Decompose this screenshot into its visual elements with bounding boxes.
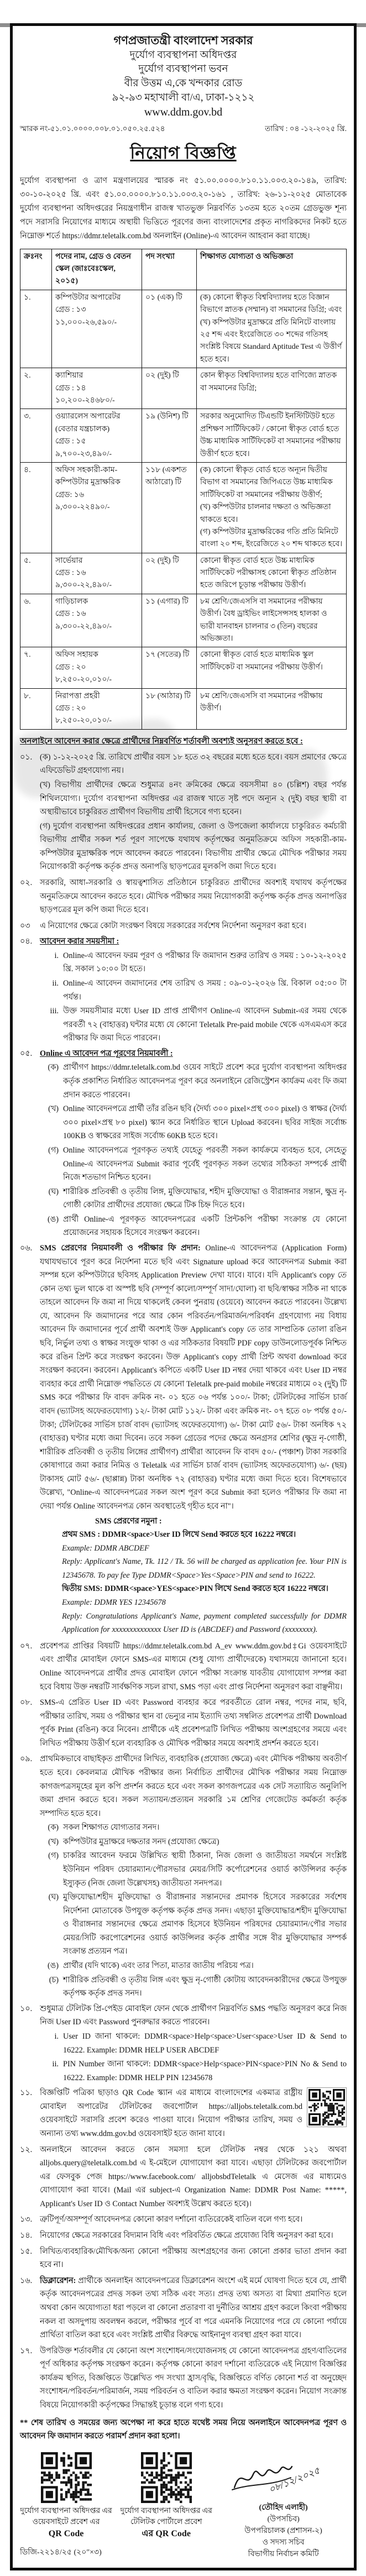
condition-subitem xyxy=(40,1185,347,1212)
post-name-line: নিরাপত্তা প্রহরী xyxy=(55,692,100,700)
subitem-label: ii. xyxy=(52,979,59,988)
table-row xyxy=(20,409,347,463)
post-sl-cell: ১. xyxy=(20,290,52,368)
condition-item xyxy=(20,2213,347,2227)
signature-date: ০৮/১২/২০২৫ xyxy=(267,2465,322,2495)
condition-number: ১০. xyxy=(20,2004,33,2013)
condition-body xyxy=(40,751,347,875)
condition-number: ০৩ xyxy=(20,921,30,930)
condition-number: ০৭. xyxy=(20,1641,33,1651)
condition-number: ১৬. xyxy=(20,2276,33,2285)
post-name-line: গাড়িচালক xyxy=(55,597,88,606)
condition-body xyxy=(40,2274,347,2343)
condition-item xyxy=(20,1752,347,2000)
post-name-line: অফিস সহকারী-কাম-কম্পিউটার মুদ্রাক্ষরিক xyxy=(55,465,121,487)
post-qualification-cell xyxy=(197,553,347,594)
condition-paragraph: (খ) বিভাগীয় প্রার্থীদের ক্ষেত্রে শুধুমাত্র ৪নং ক্রমিকের ক্ষেত্রে বয়সসীমা ৪০ (চল্লিশ) বছর পর্যন্ত শিথিলযোগ্য। দুর্যোগ ব্যবস্থাপনা অধিদপ্তর এর রাজস্ব খাতে সৃষ্ট পদে অন্যূন ২ (দুই) বছর স্থায়ী বা অস্থায়ীভাবে চাকুরিরত প্রার্থীগণ বিভাগীয় প্রার্থী হিসেবে গণ্য হবেন। xyxy=(40,780,347,817)
condition-item xyxy=(20,935,347,1045)
condition-paragraph: SMS-এ প্রেরিত User ID এবং Password ব্যবহার করে পরবর্তীতে রোল নম্বর, পদের নাম, ছবি, পরীক্ষার তারিখ, সময় ও পরীক্ষার স্থান বা ভেন্যুর নাম ইত্যাদি তথ্য সম্বলিত প্রবেশপত্র প্রার্থী Download পূর্বক Print (রঙিন) করে নিবেন। প্রার্থীকে এই প্রবেশপত্রটি লিখিত পরীক্ষায় অংশগ্রহণের সময়ে এবং লিখিত পরীক্ষায় উত্তীর্ণ হলে ব্যবহারিক ও মৌখিক পরীক্ষার সময়ে অবশ্যই প্রদর্শন করতে হবে। xyxy=(40,1698,347,1748)
condition-item xyxy=(20,1640,347,1694)
qualification-line: ৮ম শ্রেণি/জেএসসি বা সমমানের পরীক্ষায় উত্তীর্ণ। xyxy=(200,692,323,713)
teletalk-qr-caption: দুর্যোগ ব্যবস্থাপনা অধিদপ্তর এর টেলিটক পোর্টালে প্রবেশ এর QR Code xyxy=(120,2506,212,2538)
condition-body xyxy=(40,2245,347,2273)
website-qr-code xyxy=(41,2452,92,2503)
condition-number: ১৭. xyxy=(20,2346,33,2355)
alljobs-qr-code xyxy=(307,2087,347,2127)
post-name-line: ৮,২৫০-২০,০১০/- xyxy=(55,716,112,725)
condition-body xyxy=(40,1696,347,1751)
subitem-label: (ক) xyxy=(48,1063,59,1072)
qualification-line: (গ) কম্পিউটার মুদ্রাক্ষরিকের গতি প্রতি মিনিটে বাংলা ২০ শব্দ, ইংরেজিতে ২০ শব্দ থাকতে হবে। xyxy=(200,527,343,549)
condition-number: ১২. xyxy=(20,2145,33,2154)
subitem-text: Online-এ আবেদন জমাদানের শেষ তারিখ ও সময় : ০৯-০১-২০২৬ খ্রি. বিকাল ০৫:০০ টা পর্যন্ত। xyxy=(63,979,347,1002)
post-name-cell xyxy=(52,647,142,688)
post-name-line: ১১,০০০-২৬,৫৯০/- xyxy=(55,318,117,327)
condition-paragraph: লিখিত/ব্যবহারিক/মৌখিক/অন্য কোনো পরীক্ষায় অংশগ্রহণের জন্য কোনো প্রকার ভাতা প্রদান করা হবে না। xyxy=(40,2247,347,2270)
post-name-line: গ্রেড : ২০ xyxy=(55,663,86,672)
post-name-cell xyxy=(52,290,142,368)
condition-paragraph: ডিক্লারেশন: প্রার্থীকে অনলাইন আবেদনপত্রের ডিক্লারেশন অংশে এই মর্মে ঘোষণা দিতে হবে যে, প্রার্থী কর্তৃক আবেদনপত্রের প্রদত্ত সকল তথ্য সঠিক এবং সত্য। প্রদত্ত তথ্য অসত্য বা মিথ্যা প্রমাণিত হলে অথবা কোন অযোগ্যতা ধরা পড়লে বা কোনো প্রতারণা বা দুর্নীতির আশ্রয় গ্রহণ করলে কিংবা পরীক্ষায় নকল বা অসদুপায় অবলম্বন করলে, পরীক্ষার পূর্বে বা পরে এমনকি নিয়োগের পরে যে কোনো পর্যায়ে প্রার্থিতা বাতিল করা হবে এবং সংশ্লিষ্ট প্রার্থীর বিরুদ্ধে আইনানুগ ব্যবস্থা গ্রহণ করা যাবে। xyxy=(40,2276,347,2340)
post-name-line: ৮,২৫০-২০,০১০/- xyxy=(55,676,112,684)
table-row xyxy=(20,553,347,594)
qualification-line: (ক) কোনো স্বীকৃত বোর্ড হতে অন্যূন দ্বিতীয় বিভাগ বা সমমানের জিপিএতে উচ্চ মাধ্যমিক সার্টিফিকেট বা সমমানের পরীক্ষায় উত্তীর্ণ; xyxy=(200,465,333,499)
post-sl-cell: ৪. xyxy=(20,462,52,553)
condition-subitem xyxy=(40,1973,347,2001)
subitem-text: Online আবেদনপত্রে পূরণকৃত তথ্যই যেহেতু পরবর্তী সকল কার্যক্রমে ব্যবহৃত হবে, সেহেতু Online-এ আবেদনপত্র Submit করার পূর্বেই পূরণকৃত সকল তথ্যের সঠিকতা সম্পর্কে প্রার্থী নিজে শতভাগ নিশ্চিত হবেন। xyxy=(63,1145,347,1182)
memo-number: স্মারক নং-৫১.০১.০০০০.০০৮.০১.০৫০.২৫.৫২৪ xyxy=(20,124,165,133)
post-name-cell xyxy=(52,553,142,594)
condition-subitem xyxy=(40,1213,347,1240)
condition-paragraph: ত্রুটিপূর্ণ/অসম্পূর্ণ আবেদনপত্র কোনো কারণ দর্শানো ব্যতিরেকেই বাতিল বলে গণ্য হবে। xyxy=(40,2215,303,2224)
post-table xyxy=(20,249,347,730)
qualification-line: (ক) কোনো স্বীকৃত বিশ্ববিদ্যালয় হতে বিজ্ঞান বিভাগে স্নাতক (সম্মান) বা সমমানের ডিগ্রি; এবং xyxy=(200,293,342,315)
condition-paragraph: এ নিয়োগের ক্ষেত্রে কোটা সংরক্ষণ বিষয়ে সরকারের সর্বশেষ নির্দেশনা অনুসরণ করা হবে। xyxy=(40,921,307,930)
post-name-line: গ্রেড : ১৫ xyxy=(55,437,86,446)
condition-body xyxy=(40,1752,347,2000)
qualification-line: কোনো স্বীকৃত বোর্ড হতে উচ্চ মাধ্যমিক সার্টিফিকেট পরীক্ষাসহ কোনো স্বীকৃত প্রতিষ্ঠান হতে জরিপে চূড়ান্ত পরীক্ষায় উত্তীর্ণ। xyxy=(200,556,337,590)
condition-number: ০৬. xyxy=(20,1244,33,1253)
conditions-heading: অনলাইনে আবেদন করার ক্ষেত্রে প্রার্থীদের নিম্নবর্ণিত শর্তাবলী অবশ্যই অনুসরণ করতে হবে : xyxy=(20,736,303,746)
condition-paragraph: প্রাথমিকভাবে বাছাইকৃত প্রার্থীদের লিখিত, ব্যবহারিক (প্রযোজ্য ক্ষেত্রে) এবং মৌখিক পরীক্ষায় অবতীর্ণ হতে হবে। কেবলমাত্র মৌখিক পরীক্ষার জন্য নির্বাচিত প্রার্থীদের মৌখিক পরীক্ষার সময় নিম্নোক্ত কাগজপত্রসমূহের মূল কপি প্রদর্শন করতে হবে এবং সকল কাগজপত্রের এক সেট সত্যায়িত অনুলিপি জমা প্রদান করতে হবে। সকল সত্যায়ন/প্রত্যয়ন সরকারি ১ম শ্রেণির গেজেটেড কর্মকর্তা কর্তৃক সম্পাদিত হতে হবে। xyxy=(40,1755,347,1818)
post-name-line: ওয়্যারলেস অপারেটর (বেতার যন্ত্রচালক) xyxy=(55,412,121,433)
subitem-label: i. xyxy=(54,2032,59,2041)
qr-caption-text: দুর্যোগ ব্যবস্থাপনা অধিদপ্তর এর টেলিটক পোর্টালে প্রবেশ xyxy=(120,2506,212,2526)
sms-sample-line: Example: DDMR ABCDEF xyxy=(62,1543,149,1553)
qr-caption-text: দুর্যোগ ব্যবস্থাপনা অধিদপ্তর এর ওয়েবসাইটে প্রবেশ এর xyxy=(20,2506,112,2526)
post-qualification-cell xyxy=(197,462,347,553)
sms-sample-line: Reply: Congratulations Applicant's Name, payment completed successfully for DDMR Application for xxxxxxxxxxxxxx User ID is (ABCDEF) and Password (xxxxxxxx). xyxy=(62,1611,347,1635)
condition-item xyxy=(20,876,347,918)
subitem-label: iii. xyxy=(50,1007,59,1016)
post-table-header-cell: ক্রঃনং xyxy=(20,249,52,290)
sms-sample-block xyxy=(62,1515,347,1637)
condition-item xyxy=(20,1242,347,1638)
condition-number: ০৪. xyxy=(20,937,33,946)
condition-paragraph xyxy=(40,1047,347,1061)
subitem-label: i. xyxy=(54,951,59,960)
subitem-text: User ID জানা থাকলে: DDMR<space>Help<space>User<space>User ID & Send to 16222. Example: DDMR HELP USER ABCDEF xyxy=(63,2032,347,2055)
subitem-text: সকল শিক্ষাগত যোগ্যতার সনদ। xyxy=(63,1823,160,1832)
post-name-line: অফিস সহায়ক xyxy=(55,651,98,659)
post-name-line: গ্রেড : ২০ xyxy=(55,704,86,713)
condition-number: ০১. xyxy=(20,752,33,762)
post-name-line: ১০,২০০-২৪৬৮০/- xyxy=(55,396,115,405)
condition-subitem xyxy=(40,949,347,976)
table-row xyxy=(20,290,347,368)
post-name-line: ৯,৩০০-২২,৪৯০/- xyxy=(55,581,112,590)
condition-body xyxy=(40,2143,347,2212)
condition-paragraph: বিজ্ঞপ্তিটি পত্রিকা ছাড়াও QR Code স্ক্যান এর মাধ্যমে বাংলাদেশের একমাত্র রাষ্ট্রীয় মোবাইল অপারেটর টেলিটকের জবপোর্টাল https://alljobs.teletalk.com.bd ওয়েবসাইটে সরাসরি প্রবেশ করেও পাওয়া যাবে। নিয়োগ পরীক্ষার তারিখ, সময় ও অন্যান্য তথ্য www.ddm.gov.bd ওয়েবসাইট হতে জানা যাবে। xyxy=(40,2088,302,2138)
page-title: নিয়োগ বিজ্ঞপ্তি xyxy=(130,143,237,163)
subitem-label: (খ) xyxy=(48,1837,59,1846)
condition-lead: SMS প্রেরণের নিয়মাবলী ও পরীক্ষার ফি প্রদান: xyxy=(40,1244,201,1253)
condition-subitem xyxy=(40,1004,347,1045)
subitem-text: কম্পিউটার মুদ্রাক্ষরে দক্ষতার সনদ (প্রযোজ্য ক্ষেত্রে) xyxy=(63,1837,219,1846)
post-count-cell: ১১৮ (একশত আঠারো) টি xyxy=(142,462,197,553)
condition-item xyxy=(20,2344,347,2413)
circular-border-frame xyxy=(10,23,357,2570)
signature-block xyxy=(220,2454,347,2560)
post-qualification-cell xyxy=(197,290,347,368)
post-table-header-cell: পদ সংখ্যা xyxy=(142,249,197,290)
condition-body xyxy=(40,1242,347,1638)
subitem-label: (ক) xyxy=(48,1823,59,1832)
post-name-line: ৯,৩০০-২২৪৯০/- xyxy=(55,503,110,512)
post-name-line: কম্পিউটার অপারেটর xyxy=(55,293,121,302)
table-row xyxy=(20,594,347,647)
subitem-text: শারীরিক প্রতিবন্ধী ও তৃতীয় লিঙ্গ এবং ক্ষুদ্র নৃ-গোষ্ঠী কোটায় আবেদনকারীদের ক্ষেত্রে উপযুক্ত কর্তৃপক্ষ কর্তৃক প্রদত্ত সনদ। xyxy=(63,1975,347,1998)
condition-item xyxy=(20,751,347,875)
letterhead xyxy=(20,33,347,121)
footer xyxy=(20,2452,347,2560)
condition-lead: Online এ আবেদন পত্র পূরণের নিয়মাবলী : xyxy=(40,1049,173,1058)
teletalk-qr-code xyxy=(141,2452,192,2503)
post-name-line: ক্যাশিয়ার xyxy=(55,371,83,380)
subitem-label: (গ) xyxy=(48,1145,59,1155)
condition-number: ১৩. xyxy=(20,2215,33,2224)
table-row xyxy=(20,368,347,409)
post-name-line: সার্ভেয়ার xyxy=(55,556,83,565)
subitem-text: প্রার্থীর (যদি থাকে) এবং তার পিতা, মাতার জাতীয় পরিচয় পত্র। xyxy=(63,1961,254,1971)
post-name-line: ৯,৭০০-২৩,৪৯০/- xyxy=(55,449,112,458)
subitem-text: শারীরিক প্রতিবন্ধী ও তৃতীয় লিঙ্গ, মুক্তিযোদ্ধার, শহীদ মুক্তিযোদ্ধা ও বীরাঙ্গনার সন্তান, ক্ষুদ্র নৃ-গোষ্ঠী কোটার প্রার্থীদের প্রযোজ্য ক্ষেত্রে টিক চিহ্ন দিতে হবে। xyxy=(63,1187,347,1210)
post-sl-cell: ৫. xyxy=(20,553,52,594)
condition-subitem xyxy=(40,1821,347,1835)
post-sl-cell: ৭. xyxy=(20,647,52,688)
post-qualification-cell xyxy=(197,647,347,688)
condition-subitem xyxy=(40,2057,347,2085)
condition-subitem xyxy=(40,1144,347,1185)
condition-item xyxy=(20,2143,347,2212)
letterhead-line: বীর উত্তম এ,কে খন্দকার রোড xyxy=(124,78,243,89)
condition-paragraph: (গ) দুর্যোগ ব্যবস্থাপনা অধিদপ্তরের প্রধান কার্যালয়, জেলা ও উপজেলা কার্যালয়ে চাকুরিরত কর্মচারী বিভাগীয় প্রার্থীর সকল শর্ত পূরণ সাপেক্ষে যথাযথ কর্তৃপক্ষের অনুমতিক্রমে অফিস সহকারী-কাম-কম্পিউটার মুদ্রাক্ষরিক পদে আবেদন করতে পারবেন। বিভাগীয় প্রার্থীর ক্ষেত্রে মৌখিক পরীক্ষার সময় নিয়োগকারী কর্তৃপক্ষ কর্তৃক প্রদত্ত অনাপত্তি ছাড়পত্রের মূলকপি জমা দিতে হবে। xyxy=(40,821,347,872)
condition-paragraph: SMS প্রেরণের নিয়মাবলী ও পরীক্ষার ফি প্রদান: Online-এ আবেদনপত্র (Application Form) যথাযথভাবে পূরণ করে নির্দেশনা মতে ছবি এবং Signature upload করে আবেদনপত্র Submit করা সম্পন্ন হলে কম্পিউটারে ছবিসহ Application Preview দেখা যাবে। যাবে। যদি Applicant's copy তে কোন তথ্য ভুল থাকে বা অস্পষ্ট ছবি (সম্পূর্ণ কালো/সম্পূর্ণ সাদা/ঘোলা) বা ছবি/স্বাক্ষর সঠিক না থাকে তাহলে আবেদন ফি জমা না দিয়ে থাকলেই কেবল পুনরায় (ওয়েবে) আবেদন করতে পারবেন। উল্লেখ্য যে, আবেদন ফি জমাদানের পরে আর কোন পরিবর্তন/পরিমার্জন/পরিবর্ধন গ্রহণযোগ্য নয় বিধায় আবেদন ফি জমাদানের পূর্বে প্রার্থী অবশ্যই উক্ত Applicant's copy তে তার সাম্প্রতিক তোলা রঙিন ছবি, নির্ভুল তথ্য ও স্বাক্ষর সংযুক্ত থাকা ও এর সঠিকতার বিষয়টি PDF copy ডাউনলোডপূর্বক নিশ্চিত করে রঙিন প্রিন্ট করে সংরক্ষণ করবেন। উক্ত Applicant's copy প্রার্থী প্রিন্ট অথবা download করে সংরক্ষণ করবেন। করবেন। Applicant's কপিতে একটি User ID নম্বর দেয়া থাকবে এবং User ID নম্বর ব্যবহার করে প্রার্থী নিম্নোক্ত পদ্ধতিতে যে কোনো Teletalk pre-paid mobile নম্বরের মাধ্যমে ০২ (দুই) টি SMS করে পরীক্ষার ফি বাবদ ক্রমিক নং- ০১ হতে ০৬ পর্যন্ত ১০০/- টাকা; টেলিটকের সার্ভিস চার্জ বাবদ (ভ্যাটসহ অফেরতযোগ্য) ১২/- টাকা মোট ১১২/- টাকা এবং ক্রমিক নং- ০৭ হতে ০৮ পর্যন্ত ৫০/- টাকা; টেলিটকের সার্ভিস চার্জ বাবদ (ভ্যাটসহ অফেরতযোগ্য) ৬/- টাকা মোট ৫৬/- টাকা অনধিক ৭২ (বাহাত্তর) ঘণ্টার মধ্যে জমা দিবেন। তবে সকল গ্রেডের পদের ক্ষেত্রে অনগ্রসর শ্রেণির (ক্ষুদ্র নৃ-গোষ্ঠী, শারীরিক প্রতিবন্ধী ও তৃতীয় লিঙ্গের প্রার্থীগণ) প্রার্থীরা আবেদন ফি বাবদ ৫০/- (পঞ্চাশ) টাকা সরকারি কোষাগারে জমা করার নিমিত্ত ও Teletalk এর সার্ভিস চার্জ বাবদ (ভ্যাটসহ অফেরতযোগ্য) ৬/- (ছয়) টাকাসহ মোট ৫৬/- (ছাপ্পান্ন) টাকা অনধিক ৭২ (বাহাত্তর) ঘণ্টার মধ্যে জমা দিতে হবে। বিশেষভাবে উল্লেখ্য, "Online-এ আবেদনপত্রের সকল অংশ পূরণ করে Submit করা হলেও পরীক্ষার ফি জমা না দেয়া পর্যন্ত Online আবেদনপত্র কোন অবস্থাতেই গৃহীত হবে না"। xyxy=(40,1244,347,1511)
final-advice-note: ** শেষ তারিখ ও সময়ের জন্য অপেক্ষা না করে হাতে যথেষ্ট সময় নিয়ে অনলাইনে আবেদনপত্র পূরণ ও আবেদন ফি জমাদান করতে পরামর্শ প্রদান করা হলো। xyxy=(20,2418,347,2441)
post-count-cell: ১৯ (উনিশ) টি xyxy=(142,409,197,463)
website-qr-caption: দুর্যোগ ব্যবস্থাপনা অধিদপ্তর এর ওয়েবসাইটে প্রবেশ এর QR Code xyxy=(20,2506,112,2538)
sms-sample-line: Reply: Applicant's Name, Tk. 112 / Tk. 56 will be charged as application fee. Your PIN is 12345678. To pay fee Type DDMR<Space>Yes<Space>PIN and send to 16222. xyxy=(62,1557,347,1580)
condition-item xyxy=(20,919,347,934)
condition-body xyxy=(40,1640,347,1694)
subitem-text: উক্ত সময়সীমার মধ্যে User ID প্রাপ্ত প্রার্থীগণ Online-এ আবেদন Submit-এর সময় থেকে পরবর্তী ৭২ (বাহাত্তর) ঘন্টার মধ্যে যে কোনো Teletalk Pre-paid mobile থেকে এসএমএস করে পরীক্ষার ফি জমা দিতে পারবেন। xyxy=(63,1007,347,1043)
subitem-text: প্রার্থীগণ https://ddmr.teletalk.com.bd ওয়েব সাইটে প্রবেশ করে দুর্যোগ ব্যবস্থাপনা অধিদপ্তর কর্তৃক প্রকাশিত নির্ধারিত আবেদনপত্র পূরণ করে অনলাইনে রেজিস্ট্রেশন কার্যক্রম এবং ফি জমা প্রদান করতে পারবেন। xyxy=(63,1063,347,1099)
post-table-header-row xyxy=(20,249,347,290)
handwritten-signature xyxy=(220,2454,347,2502)
post-count-cell: ১৮ (আঠার) টি xyxy=(142,688,197,729)
qualification-line: (খ) কম্পিউটার মুদ্রাক্ষরে প্রতি মিনিটে বাংলায় ২৫ শব্দ এবং ইংরেজিতে ৩০ শব্দের গতিসহ সংশ্লিষ্ট বিষয়ে Standard Aptitude Test এ উত্তীর্ণ হতে হবে। xyxy=(200,318,342,364)
post-count-cell: ০২ (দুই) টি xyxy=(142,368,197,409)
subitem-label: (ঙ) xyxy=(47,1961,59,1971)
condition-item xyxy=(20,2274,347,2343)
condition-item xyxy=(20,2086,347,2141)
print-code: ডিজি-২২১৪/২৫ (২০″×৩) xyxy=(20,2548,102,2557)
condition-lead: ডিক্লারেশন: xyxy=(40,2276,76,2285)
intro-paragraph: দুর্যোগ ব্যবস্থাপনা ও ত্রাণ মন্ত্রণালয়ের স্মারক নং ৫১.০০.০০০০.৮১০.১১.০০৩.২০-১৪৯, তারিখ: ৩০-১০-২০২৫ খ্রি. এবং ৫১.০০.০০০০.৮১০.১১.০০৩.২০-১৬১ , তারিখ: ২৬-১১-২০২৫ মোতাবেক দুর্যোগ ব্যবস্থাপনা অধিদপ্তরের নিয়ন্ত্রণাধীন রাজস্ব খাতভুক্ত নিম্নবর্ণিত ১৩তম হতে ২০তম গ্রেডভুক্ত শূন্য পদে সরাসরি নিয়োগের মাধ্যমে অস্থায়ী ভিত্তিতে পূরণের জন্য বাংলাদেশের প্রকৃত নাগরিকদের নিকট হতে নিম্নোক্ত শর্তে https://ddmr.teletalk.com.bd অনলাইন (Online)-এ আবেদন আহবান করা যাচ্ছে। xyxy=(20,176,347,240)
post-name-line: গ্রেড : ১৪ xyxy=(55,384,86,392)
post-name-cell xyxy=(52,409,142,463)
condition-number: ১৫. xyxy=(20,2247,33,2256)
condition-body xyxy=(40,2344,347,2413)
condition-lead: আবেদন করার সময়সীমা : xyxy=(40,937,119,946)
post-table-header-cell: শিক্ষাগত যোগ্যতা ও অভিজ্ঞতা xyxy=(197,249,347,290)
post-table-body xyxy=(20,290,347,729)
qualification-line: কোন স্বীকৃত বিশ্ববিদ্যালয় হতে বাণিজ্যে স্নাতক বা সমমানের ডিগ্রি; xyxy=(200,371,337,392)
post-name-line: গ্রেড: ১৬ xyxy=(55,490,85,499)
qualification-line: কোনো স্বীকৃত বোর্ড হতে মাধ্যমিক স্কুল সার্টিফিকেট বা সমমানের পরীক্ষায় উত্তীর্ণ। xyxy=(200,651,323,672)
condition-body xyxy=(40,2086,347,2141)
condition-paragraph xyxy=(40,935,347,949)
condition-number: ০৫. xyxy=(20,1049,33,1058)
condition-body xyxy=(40,935,347,1045)
qualification-line: ৮ম শ্রেণি/জেএসসি বা সমমানের পরীক্ষায় উত্তীর্ণ। বৈধ ড্রাইভিং লাইসেন্সসহ হালকা ও ভারী যানবাহন চালনার ৩ (তিন) বছরের অভিজ্ঞতা। xyxy=(200,597,327,643)
condition-body xyxy=(40,2213,347,2227)
condition-item xyxy=(20,2245,347,2273)
post-name-line: গ্রেড : ১৩ xyxy=(55,306,86,315)
post-qualification-cell xyxy=(197,368,347,409)
condition-number: ০৮. xyxy=(20,1698,33,1708)
table-row xyxy=(20,462,347,553)
sms-sample-line: প্রথম SMS : DDMR<space>User ID লিখে Send করতে হবে 16222 নম্বরে। xyxy=(62,1530,296,1540)
subitem-label: (চ) xyxy=(49,1975,59,1985)
website-qr-block xyxy=(20,2452,112,2559)
post-sl-cell: ৮. xyxy=(20,688,52,729)
condition-body xyxy=(40,919,347,934)
post-qualification-cell xyxy=(197,594,347,647)
condition-paragraph: শুধুমাত্র টেলিটক প্রি-পেইড মোবাইল ফোন থেকে প্রার্থীগণ নিম্নবর্ণিত SMS পদ্ধতি অনুসরণ করে নিজ নিজ User ID এবং Password পুনরুদ্ধার করতে পারবেন। xyxy=(40,2004,347,2027)
condition-paragraph: প্রবেশপত্র প্রাপ্তির বিষয়টি https://ddmr.teletalk.com.bd A_ev www.ddm.gov.bd‡Gi ওয়েবসাইটে এবং প্রার্থীর মোবাইল ফোনে SMS-এর মাধ্যমে (শুধু যোগ্য প্রার্থীদেরকে) যথাসময়ে জানানো হবে। Online আবেদনপত্রে প্রার্থীর প্রদত্ত মোবাইল ফোনে পরীক্ষা সংক্রান্ত যাবতীয় যোগাযোগ সম্পন্ন করা হবে বিধায় উক্ত নম্বরটি সার্বক্ষণিক সচল রাখা, SMS পড়া এবং প্রাপ্ত নির্দেশনা অনুসরণ করা বাঞ্ছনীয়। xyxy=(40,1641,347,1692)
subitem-label: ii. xyxy=(52,2060,59,2069)
signatory-rank: (উপসচিব) xyxy=(267,2515,300,2523)
condition-subitem xyxy=(40,1061,347,1102)
post-name-cell xyxy=(52,594,142,647)
letterhead-line: দুর্যোগ ব্যবস্থাপনা ভবন xyxy=(138,64,228,75)
condition-number: ১৪. xyxy=(20,2231,33,2240)
letterhead-line: দুর্যোগ ব্যবস্থাপনা অধিদপ্তর xyxy=(129,49,237,61)
subitem-text: প্রার্থী Online-এ পূরণকৃত আবেদনপত্রের একটি প্রিন্টকপি পরীক্ষা সংক্রান্ত যে কোনো প্রয়োজনের সহায়ক হিসেবে সংরক্ষণ করবেন। xyxy=(63,1214,347,1238)
condition-body xyxy=(40,1047,347,1240)
sms-sample-line: SMS প্রেরণের নমুনা : xyxy=(95,1516,162,1526)
subitem-text: Online আবেদনপত্রে প্রার্থী তাঁর রঙিন ছবি (দৈর্ঘ্য ৩০০ pixel×প্রস্থ ৩০০ pixel) ও স্বাক্ষর (দৈর্ঘ্য ৩০০ pixel×প্রস্থ ৮০ pixel) স্ক্যান করে নির্ধারিত স্থানে Upload করবেন। ছবির সাইজ সর্বোচ্চ 100KB ও স্বাক্ষরের সাইজ সর্বোচ্চ 60KB হতে হবে। xyxy=(63,1104,347,1141)
subitem-label: (খ) xyxy=(48,1104,59,1114)
subitem-text: মুক্তিযোদ্ধা/শহীদ মুক্তিযোদ্ধা ও বীরাঙ্গনার সন্তানদের প্রমাণক হিসেবে সরকারের সর্বশেষ নির্দেশনা মোতাবেক উপযুক্ত কর্তৃপক্ষ কর্তৃক প্রদত্ত সনদ। এছাড়া মুক্তিযোদ্ধার/শহীদ মুক্তিযোদ্ধা ও বীরাঙ্গনার সন্তানদের ক্ষেত্রে প্রমাণক হিসেবে ইউনিয়ন পরিষদের চেয়ারম্যান/পৌর সভার মেয়র/সিটি করপোরেশনের ওয়ার্ড কাউন্সিলর কর্তৃক প্রার্থীর সঙ্গে বীর মুক্তিযোদ্ধার সম্পর্ক সংক্রান্ত প্রত্যয়ন পত্র। xyxy=(63,1893,347,1956)
condition-paragraph: নিয়োগের ক্ষেত্রে সরকারের বিদ্যমান বিধি এবং পরিবর্তিত ক্ষেত্রে প্রযোজ্য বিধি অনুসরণ করা হবে। xyxy=(40,2231,333,2240)
signatory-post-2: ও সদস্য সচিব xyxy=(262,2538,305,2547)
condition-subitem xyxy=(40,1891,347,1959)
post-count-cell: ০২ (দুই) টি xyxy=(142,553,197,594)
condition-paragraph: সরকারি, আধা-সরকারি ও স্বায়ত্বশাসিত প্রতিষ্ঠানে চাকুরিরত প্রার্থীদের অবশ্যই যথাযথ কর্তৃপক্ষের অনুমতিক্রমে আবেদন করতে হবে। মৌখিক পরীক্ষার সময় নিয়োগকারী কর্তৃপক্ষ কর্তৃক প্রদত্ত অনাপত্তির ছাড়পত্রের মূল কপি জমা দিতে হবে। xyxy=(40,878,347,915)
sms-sample-line: Example: DDMR YES 12345678 xyxy=(62,1598,166,1608)
condition-number: ১১. xyxy=(20,2088,33,2098)
subitem-label: (ঙ) xyxy=(47,1214,59,1224)
subitem-label: (ঘ) xyxy=(48,1893,59,1902)
signatory-post-3: বিভাগীয় নির্বাচন কমিটি xyxy=(248,2549,319,2558)
post-count-cell: ১৭ (সতের) টি xyxy=(142,647,197,688)
post-sl-cell: ৬. xyxy=(20,594,52,647)
post-sl-cell: ২. xyxy=(20,368,52,409)
signatory-post-1: উপপরিচালক (প্রশাসন-২) xyxy=(244,2526,322,2535)
memo-date: তারিখ : ০৪ -১২-২০২৫ খ্রি. xyxy=(265,124,347,133)
condition-subitem xyxy=(40,2030,347,2057)
table-row xyxy=(20,647,347,688)
condition-paragraph: অনলাইনে আবেদন করতে কোন সমস্যা হলে টেলিটক নম্বর থেকে ১২১ অথবা alljobs.query@teletalk.com.bd এ ই-মেইলে যোগাযোগ করা যাবে। এছাড়া টেলিটকের জবপোর্টাল এর ফেসবুক পেজ https://www.facebook.com/ alljobsbdTeletalk এ মেসেজ এর মাধ্যমেও যোগাযোগ করা যাবে। (Mail এর subject-এ Organization Name: DDMR Post Name: *****, Applicant's User ID ও Contact Number অবশ্যই উল্লেখ করতে হবে)। xyxy=(40,2145,347,2208)
subitem-text: Online-এ আবেদন ফরম পূরণ ও পরীক্ষার ফি জমাদান শুরুর তারিখ ও সময় : ১০-১২-২০২৫ খ্রি. সকাল ১০:০০ টা হতে। xyxy=(63,951,347,974)
condition-subitem xyxy=(40,1835,347,1849)
sms-sample-line: দ্বিতীয় SMS: DDMR<space>YES<space>PIN লিখে Send করতে হবে 16222 নম্বরে। xyxy=(62,1584,328,1594)
condition-paragraph: উপরিউক্ত শর্তাবলীর যে কোনো অংশ সংশোধন/সংযোজনসহ যে কোনো আবেদনপত্র গ্রহণ/বাতিলের পূর্ণ অধিকার কর্তৃপক্ষ সংরক্ষণ করেন। কর্তৃপক্ষ কোনো কারণ দর্শানো ব্যতিরেকে এই নিয়োগ বিজ্ঞপ্তির কার্যক্রম স্থগিত, বিজ্ঞপ্তিতে উল্লেখিত পদ সংখ্যা হ্রাস/বৃদ্ধি, বিজ্ঞপ্তিতে বর্ণিত কোনো শর্ত বা অনুচ্ছেদ সংশোধন/পরিবর্তন/পরিমার্জন, সময় পরিবর্তন ও বাতিল করার ক্ষমতা সংরক্ষণ করেন। নিয়োগ সংক্রান্ত বিষয়ে নিয়োগকারী কর্তৃপক্ষের সিদ্ধান্তই চূড়ান্ত বলে গণ্য হবে। xyxy=(40,2346,347,2410)
subitem-label: (গ) xyxy=(48,1851,59,1861)
condition-number: ০২. xyxy=(20,878,33,887)
condition-subitem xyxy=(40,1849,347,1890)
condition-paragraph: (ক) ১-১২-২০২৫ খ্রি. তারিখে প্রার্থীর বয়স ১৮ হতে ৩২ বছরের মধ্যে হতে হবে। বয়স প্রমাণের ক্ষেত্রে এফিডেভিট গ্রহণযোগ্য নয়। xyxy=(40,752,347,776)
condition-subitem xyxy=(40,1102,347,1143)
post-name-line: গ্রেড : ১৬ xyxy=(55,569,86,578)
condition-item xyxy=(20,1047,347,1240)
conditions-list xyxy=(20,751,347,2413)
post-name-cell xyxy=(52,368,142,409)
condition-body xyxy=(40,2002,347,2085)
teletalk-qr-block xyxy=(120,2452,212,2540)
condition-item xyxy=(20,1696,347,1751)
letterhead-line: ৯২-৯৩ মহাখালী বা/এ, ঢাকা-১২১২ xyxy=(112,92,255,103)
post-qualification-cell xyxy=(197,409,347,463)
table-row xyxy=(20,688,347,729)
post-name-line: ৯,৩০০-২২,৪৯০/- xyxy=(55,622,112,631)
subitem-label: (ঘ) xyxy=(48,1187,59,1196)
condition-item xyxy=(20,2002,347,2085)
subitem-text: PIN Number জানা থাকলে: DDMR<space>Help<space>PIN<space>PIN No & Send to 16222. Example: DDMR HELP PIN 12345678 xyxy=(63,2060,347,2082)
letterhead-website: www.ddm.gov.bd xyxy=(144,106,223,119)
post-count-cell: ১১ (এগার) টি xyxy=(142,594,197,647)
condition-item xyxy=(20,2229,347,2243)
post-table-header-cell: পদের নাম, গ্রেড ও বেতন স্কেল (জাঃবেঃস্কেল, ২০১৫) xyxy=(52,249,142,290)
condition-subitem xyxy=(40,1959,347,1973)
condition-body xyxy=(40,2229,347,2243)
qualification-line: (খ) কম্পিউটার চালনার দক্ষতা ও অভিজ্ঞতা থাকতে হবে। xyxy=(200,503,331,524)
condition-body xyxy=(40,876,347,918)
signatory-name: (তৌহিদ এলাহী) xyxy=(259,2503,308,2512)
post-name-cell xyxy=(52,688,142,729)
qualification-line: সরকার অনুমোদিত টিএন্ডটি ইনস্টিটিউট হতে প্রশিক্ষণ সার্টিফিকেট / কোনো স্বীকৃত বোর্ড হতে উচ্চ মাধ্যমিক সার্টিফিকেট বা সমমানের পরীক্ষায় উত্তীর্ণ হতে হবে। xyxy=(200,412,341,458)
post-count-cell: ০১ (এক) টি xyxy=(142,290,197,368)
letterhead-line: গণপ্রজাতন্ত্রী বাংলাদেশ সরকার xyxy=(113,34,253,47)
post-sl-cell: ৩. xyxy=(20,409,52,463)
subitem-text: চাকরির আবেদন ফরমে উল্লিখিত স্থায়ী ঠিকানা, নিজ জেলা ও জাতীয়তা সমর্থনে সংশ্লিষ্ট ইউনিয়ন পরিষদ চেয়ারম্যান/পৌরসভার মেয়র/সিটি কর্পোরেশনের ওয়ার্ড কাউন্সিলর কর্তৃক ইস্যুকৃত (নিজ জেলা উল্লেখসহ) জাতীয়তা সনদপত্র। xyxy=(63,1851,347,1888)
post-qualification-cell xyxy=(197,688,347,729)
post-name-cell xyxy=(52,462,142,553)
condition-subitem xyxy=(40,977,347,1004)
post-name-line: গ্রেড : ১৬ xyxy=(55,610,86,619)
condition-number: ০৯. xyxy=(20,1755,33,1764)
